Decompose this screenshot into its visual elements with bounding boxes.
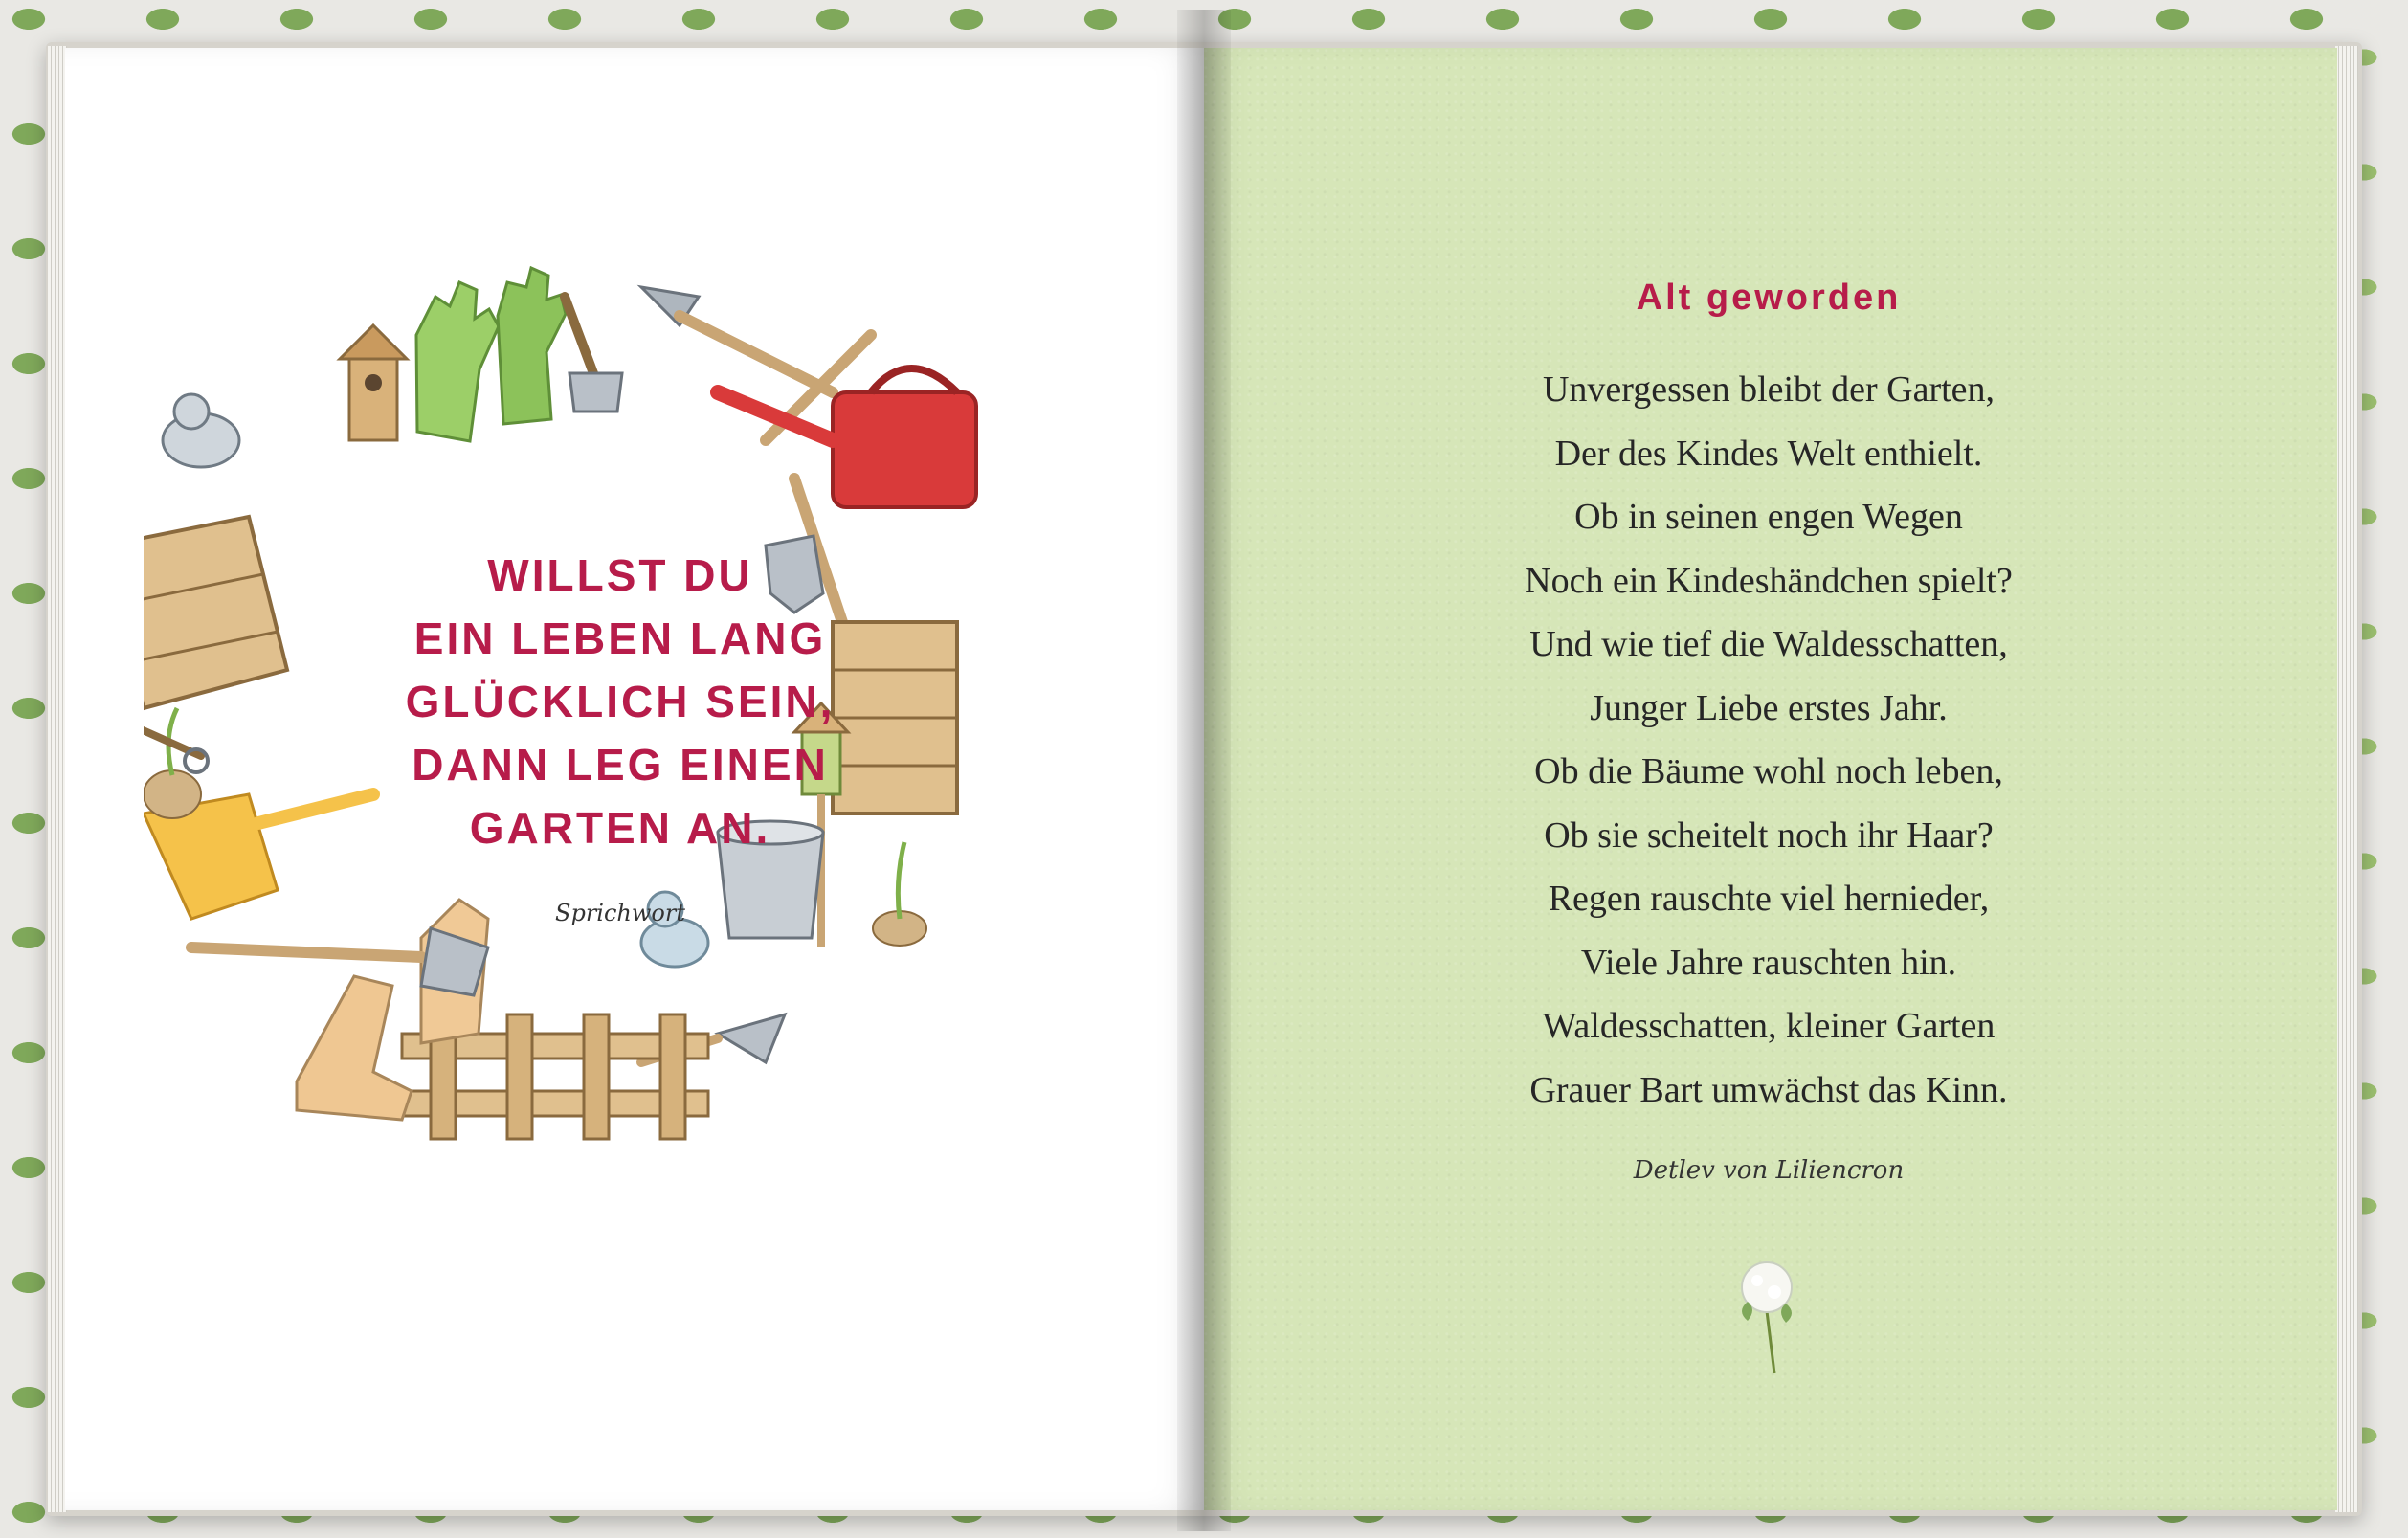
quote-line: GARTEN AN. [469,803,771,853]
left-bird-icon [163,394,239,467]
poem-line: Regen rauschte viel hernieder, [1548,879,1990,919]
poem-line: Der des Kindes Welt enthielt. [1554,433,1983,474]
quote-line: EIN LEBEN LANG [413,613,827,663]
left-crate-icon [144,517,287,708]
page-edges-right [2335,46,2358,1512]
poem-body [1376,358,2161,1122]
book-gutter [1177,10,1231,1531]
poem-line: Grauer Bart umwächst das Kinn. [1529,1069,2008,1110]
watering-can-icon [718,368,976,507]
scissors-icon [144,718,208,772]
gloves-icon [416,268,566,441]
poem-line: Unvergessen bleibt der Garten, [1542,369,1996,410]
poem-author: Detlev von Liliencron [1633,1156,1905,1185]
hand-fork-icon [565,297,622,412]
birdhouse-icon [340,325,407,440]
quote-line: DANN LEG EINEN [412,740,829,790]
quote-line: WILLST DU [487,550,753,600]
seedling-bag-icon [144,708,201,818]
poem-line: Noch ein Kindeshändchen spielt? [1525,560,2013,601]
poem-line: Und wie tief die Waldesschatten, [1529,624,2008,664]
page-edges-left [48,46,67,1512]
poem-line: Ob sie scheitelt noch ihr Haar? [1544,814,1994,856]
poem-line: Viele Jahre rauschten hin. [1580,942,1957,983]
poem-line: Junger Liebe erstes Jahr. [1590,687,1948,728]
poem-line: Ob in seinen engen Wegen [1574,497,1963,537]
poem-title: Alt geworden [1636,278,1902,318]
shovel-icon [191,928,488,995]
poem-line: Ob die Bäume wohl noch leben, [1534,751,2003,791]
quote-line: GLÜCKLICH SEIN, [405,677,836,726]
quote-text [352,544,888,859]
quote-source: Sprichwort [555,900,685,926]
clover-flower-icon [1728,1254,1805,1378]
poem-line: Waldesschatten, kleiner Garten [1542,1006,1996,1046]
boots-icon [297,900,488,1120]
